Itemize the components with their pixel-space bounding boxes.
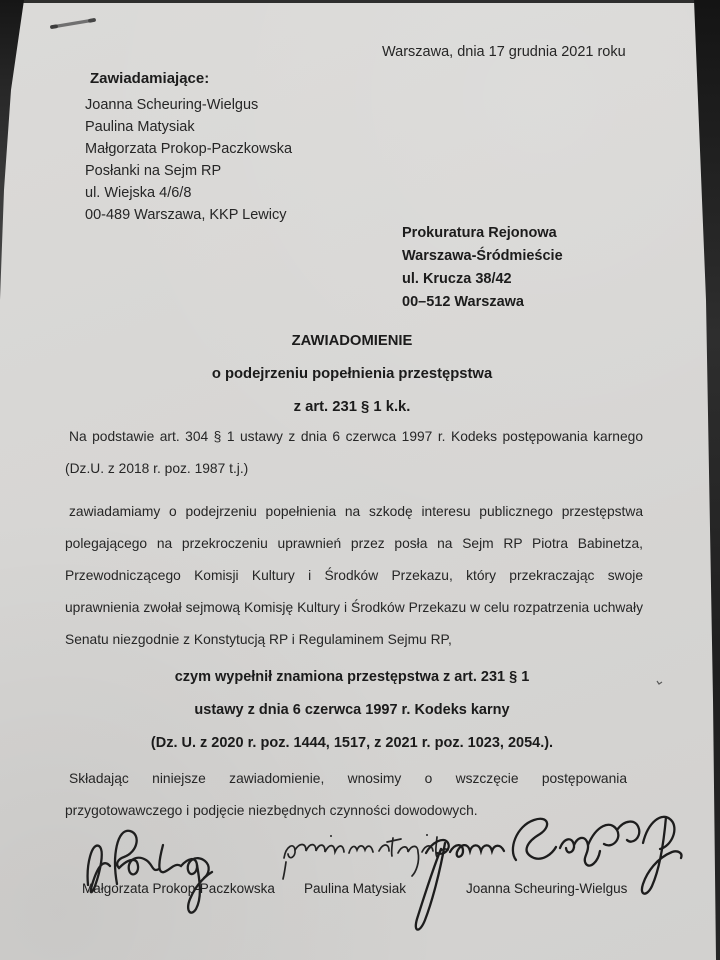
signature-name-2: Paulina Matysiak: [304, 881, 407, 896]
notifier-line: 00-489 Warszawa, KKP Lewicy: [85, 207, 287, 223]
staple-icon: [0, 0, 120, 50]
document-title-line-2: o podejrzeniu popełnienia przestępstwa: [211, 366, 493, 382]
date-line: Warszawa, dnia 17 grudnia 2021 roku: [382, 44, 626, 60]
closing-paragraph: Składając niniejsze zawiadomienie, wnosimy o wszczęcie postępowania przygotowawczego i podjęcie niezbędnych czynności dowodowych.: [65, 771, 627, 818]
legal-basis-paragraph: Na podstawie art. 304 § 1 ustawy z dnia 6 czerwca 1997 r. Kodeks postępowania karnego (Dz.U. z 2018 r. poz. 1987 t.j.): [65, 429, 643, 476]
statute-line-3: (Dz. U. z 2020 r. poz. 1444, 1517, z 2021 r. poz. 1023, 2054.).: [150, 735, 554, 751]
recipient-line: Prokuratura Rejonowa: [402, 225, 557, 241]
recipient-line: Warszawa-Śródmieście: [402, 248, 563, 264]
notifier-line: Małgorzata Prokop-Paczkowska: [85, 141, 293, 157]
signature-handwritten-joanna-scheuring-wielgus: [416, 817, 682, 930]
notifier-line: Joanna Scheuring-Wielgus: [85, 97, 259, 113]
scan-edge-right: [690, 0, 720, 960]
signature-handwritten-malgorzata-prokop-paczkowska: [88, 831, 212, 913]
body-paragraph: zawiadamiamy o podejrzeniu popełnienia na szkodę interesu publicznego przestępstwa polegającego na przekroczeniu uprawnień przez posła na Sejm RP Piotra Babinetza, Przewodniczącego Komisji Kultury i Środków Przekazu, który przekraczając swoje uprawnienia zwołał sejmową Komisję Kultury i Środków Przekazu w celu rozpatrzenia uchwały Senatu niezgodnie z Konstytucją RP i Regulaminem Sejmu RP,: [65, 504, 643, 647]
notifier-line: Posłanki na Sejm RP: [85, 163, 222, 179]
signature-handwritten-paulina-matysiak: [283, 834, 448, 879]
recipient-line: 00–512 Warszawa: [402, 294, 524, 310]
notifier-line: ul. Wiejska 4/6/8: [85, 185, 192, 201]
document-title-line-3: z art. 231 § 1 k.k.: [293, 399, 411, 415]
notifier-block: [85, 94, 292, 226]
recipient-line: ul. Krucza 38/42: [402, 271, 512, 287]
notifier-line: Paulina Matysiak: [85, 119, 195, 135]
document-title: [24, 325, 680, 424]
signature-name-3: Joanna Scheuring-Wielgus: [466, 881, 628, 896]
statute-block: [24, 661, 680, 760]
recipient-block: [402, 222, 563, 314]
document-title-line-1: ZAWIADOMIENIE: [291, 333, 413, 349]
signature-name-1: Małgorzata Prokop-Paczkowska: [82, 881, 275, 896]
statute-line-1: czym wypełnił znamiona przestępstwa z art. 231 § 1: [174, 669, 530, 685]
notifier-label: Zawiadamiające:: [90, 70, 210, 87]
statute-line-2: ustawy z dnia 6 czerwca 1997 r. Kodeks karny: [194, 702, 510, 718]
